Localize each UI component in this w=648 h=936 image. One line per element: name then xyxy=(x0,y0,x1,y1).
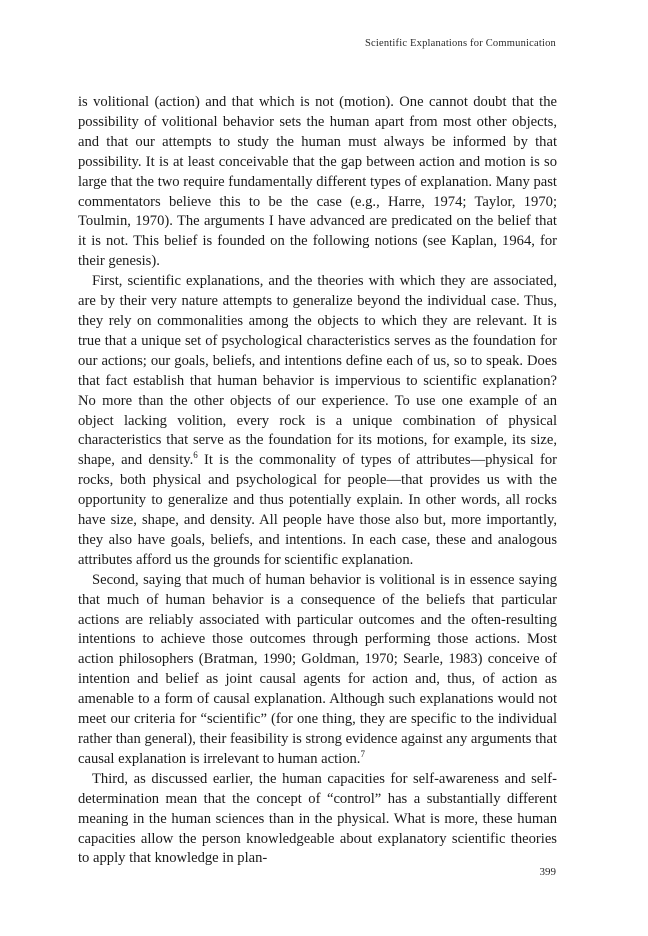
paragraph-3-text-a: Second, saying that much of human behavior is volitional is in essence saying that much of human behavior is a consequence of the beliefs that particular actions are reliably associated with particular outcomes and the often-resulting intentions to achieve those outcomes through performing those actions. Most action philosophers (Bratman, 1990; Goldman, 1970; Searle, 1983) conceive of intention and belief as joint causal agents for action and, thus, of action as amenable to a form of causal explanation. Although such explanations would not meet our criteria for “scientific” (for one thing, they are specific to the individual rather than general), their feasibility is strong evidence against any arguments that causal explanation is irrelevant to human action. xyxy=(78,571,557,767)
footnote-marker-7[interactable]: 7 xyxy=(360,749,365,760)
paragraph-2-text-b: It is the commonality of types of attributes—physical for rocks, both physical and psychological for people—that provides us with the opportunity to generalize and thus potentially explain. In other words, all rocks have size, shape, and density. All people have those also but, more importantly, they also have goals, beliefs, and intentions. In each case, these and analogous attributes afford us the grounds for scientific explanation. xyxy=(78,452,557,568)
paragraph-3 xyxy=(78,571,557,770)
paragraph-4: Third, as discussed earlier, the human capacities for self-awareness and self-determination mean that the concept of “control” has a substantially different meaning in the human sciences than in the physical. What is more, these human capacities allow the person knowledgeable about explanatory scientific theories to apply that knowledge in plan- xyxy=(78,770,557,867)
paragraph-2 xyxy=(78,272,557,571)
body-text xyxy=(78,93,557,869)
paragraph-2-text-a: First, scientific explanations, and the theories with which they are associated, are by their very nature attempts to generalize beyond the individual case. Thus, they rely on commonalities among the objects to which they are relevant. It is true that a unique set of psychological characteristics serves as the foundation for our actions; our goals, beliefs, and intentions define each of us, so to speak. Does that fact establish that human behavior is impervious to scientific explanation? No more than the other objects of our experience. To use one example of an object lacking volition, every rock is a unique combination of physical characteristics that serve as the foundation for its motions, for example, its size, shape, and density. xyxy=(78,273,557,469)
running-head: Scientific Explanations for Communication xyxy=(364,38,556,49)
page-number: 399 xyxy=(539,866,556,878)
paragraph-1: is volitional (action) and that which is not (motion). One cannot doubt that the possibility of volitional behavior sets the human apart from most other objects, and that our attempts to study the human must always be informed by that possibility. It is at least conceivable that the gap between action and motion is so large that the two require fundamentally different types of explanation. Many past commentators believe this to be the case (e.g., Harre, 1974; Taylor, 1970; Toulmin, 1970). The arguments I have advanced are predicated on the belief that it is not. This belief is founded on the following notions (see Kaplan, 1964, for their genesis). xyxy=(78,94,557,270)
footnote-marker-6[interactable]: 6 xyxy=(193,450,198,461)
